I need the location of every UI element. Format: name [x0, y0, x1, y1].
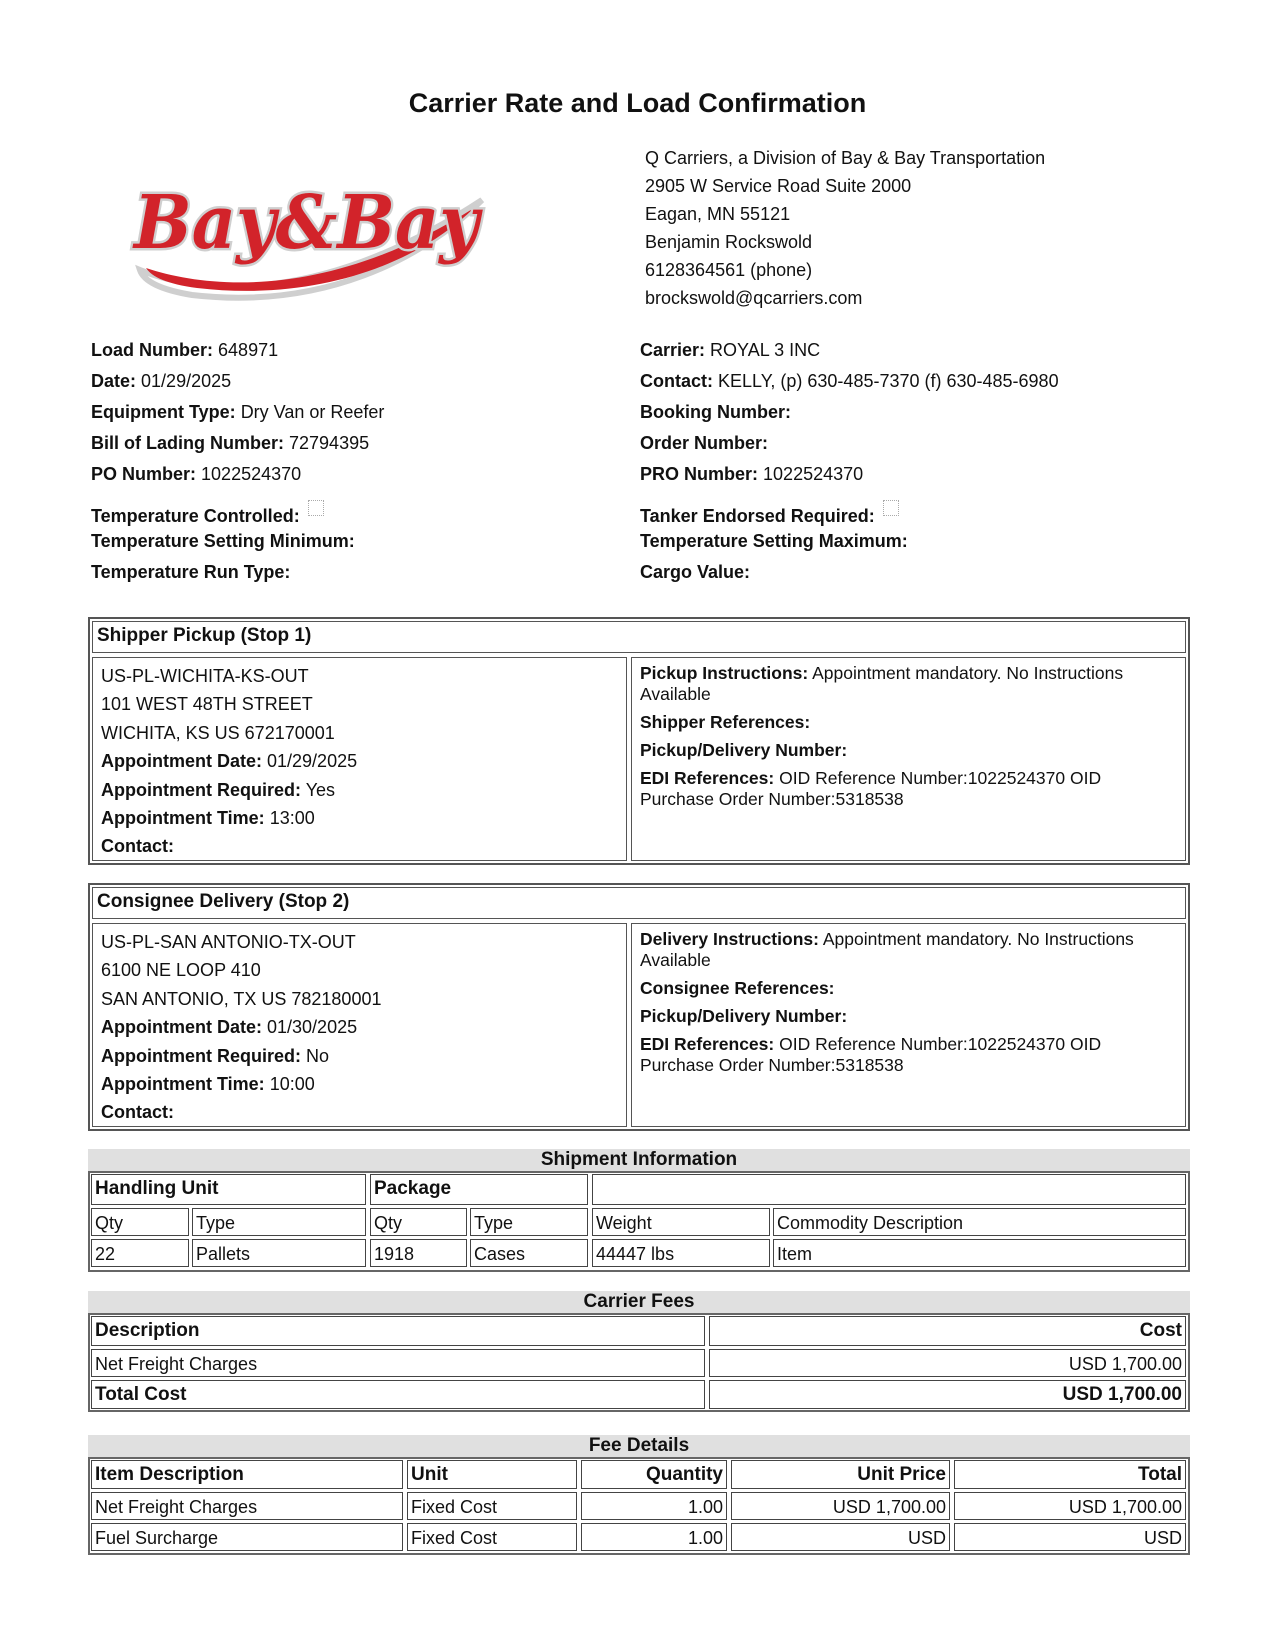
- stop-2-edi-references: EDI References: OID Reference Number:1022524370 OID Purchase Order Number:5318538: [640, 1034, 1102, 1075]
- company-name: Q Carriers, a Division of Bay & Bay Transportation: [645, 148, 1046, 168]
- fd-row1-unit-price: USD 1,700.00: [731, 1492, 950, 1520]
- stop-2-appointment-required: Appointment Required: No: [101, 1045, 330, 1066]
- fd-row2-item: Fuel Surcharge: [91, 1523, 403, 1551]
- bill-of-lading-number: Bill of Lading Number: 72794395: [91, 433, 370, 453]
- consignee-delivery-section: [88, 883, 1190, 1131]
- stop-1-city: WICHITA, KS US 672170001: [101, 722, 335, 743]
- cell-pkg-qty: 1918: [370, 1239, 467, 1267]
- stop-1-contact: Contact:: [101, 836, 174, 857]
- col-pkg-type: Type: [470, 1208, 588, 1236]
- delivery-instructions: Delivery Instructions: Appointment mandatory. No Instructions Available: [640, 929, 1134, 970]
- carrier-fees-title: Carrier Fees: [88, 1291, 1190, 1313]
- fees-col-description: Description: [91, 1316, 705, 1346]
- stop-2-header: Consignee Delivery (Stop 2): [92, 887, 1186, 919]
- stop-1-instructions-cell: [631, 657, 1186, 861]
- fd-row1-quantity: 1.00: [581, 1492, 727, 1520]
- stop-2-appointment-time: Appointment Time: 10:00: [101, 1074, 315, 1095]
- fd-row2-unit: Fixed Cost: [407, 1523, 577, 1551]
- page-title: Carrier Rate and Load Confirmation: [408, 88, 867, 118]
- shipper-references: Shipper References:: [640, 712, 811, 732]
- col-commodity: Commodity Description: [773, 1208, 1186, 1236]
- stop-1-edi-references: EDI References: OID Reference Number:1022524370 OID Purchase Order Number:5318538: [640, 768, 1102, 809]
- pickup-instructions: Pickup Instructions: Appointment mandatory. No Instructions Available: [640, 663, 1124, 704]
- handling-unit-header: Handling Unit: [91, 1174, 366, 1205]
- fd-col-quantity: Quantity: [581, 1460, 727, 1489]
- stop-2-appointment-date: Appointment Date: 01/30/2025: [101, 1017, 358, 1038]
- fee-details-title: Fee Details: [88, 1435, 1190, 1457]
- fd-row1-item: Net Freight Charges: [91, 1492, 403, 1520]
- fd-col-unit-price: Unit Price: [731, 1460, 950, 1489]
- company-email: brockswold@qcarriers.com: [645, 288, 863, 308]
- shipment-information-title: Shipment Information: [88, 1149, 1190, 1171]
- tanker-endorsed-checkbox: [883, 500, 899, 516]
- fees-row-description: Net Freight Charges: [91, 1349, 705, 1377]
- equipment-type: Equipment Type: Dry Van or Reefer: [91, 402, 385, 422]
- total-cost-label: Total Cost: [91, 1380, 705, 1409]
- company-contact-name: Benjamin Rockswold: [645, 232, 813, 252]
- fd-row2-quantity: 1.00: [581, 1523, 727, 1551]
- col-hu-qty: Qty: [91, 1208, 189, 1236]
- stop-2-pickup-delivery-number: Pickup/Delivery Number:: [640, 1006, 848, 1026]
- stop-2-location-name: US-PL-SAN ANTONIO-TX-OUT: [101, 932, 356, 952]
- stop-1-pickup-delivery-number: Pickup/Delivery Number:: [640, 740, 848, 760]
- temperature-maximum: Temperature Setting Maximum:: [640, 531, 908, 551]
- stop-2-instructions-cell: [631, 923, 1186, 1127]
- consignee-references: Consignee References:: [640, 978, 835, 998]
- fd-col-item: Item Description: [91, 1460, 403, 1489]
- stop-1-appointment-time: Appointment Time: 13:00: [101, 808, 315, 829]
- fd-col-total: Total: [954, 1460, 1186, 1489]
- stop-2-city: SAN ANTONIO, TX US 782180001: [101, 988, 382, 1009]
- fd-col-unit: Unit: [407, 1460, 577, 1489]
- fd-row2-unit-price: USD: [731, 1523, 950, 1551]
- pro-number: PRO Number: 1022524370: [640, 464, 864, 484]
- fees-row-cost: USD 1,700.00: [709, 1349, 1186, 1377]
- tanker-endorsed-required: Tanker Endorsed Required:: [640, 500, 899, 527]
- stop-2-street: 6100 NE LOOP 410: [101, 960, 261, 981]
- fd-row2-total: USD: [954, 1523, 1186, 1551]
- total-cost-value: USD 1,700.00: [709, 1380, 1186, 1409]
- package-header: Package: [370, 1174, 588, 1205]
- stop-1-header: Shipper Pickup (Stop 1): [92, 621, 1186, 653]
- carrier-contact: Contact: KELLY, (p) 630-485-7370 (f) 630-485-6980: [640, 371, 1059, 391]
- stop-2-address-cell: [92, 923, 627, 1127]
- shipment-blank-header: [592, 1174, 1186, 1205]
- svg-text:Bay&Bay: Bay&Bay: [132, 180, 484, 266]
- shipper-pickup-section: [88, 617, 1190, 865]
- cell-commodity: Item: [773, 1239, 1186, 1267]
- temperature-minimum: Temperature Setting Minimum:: [91, 531, 355, 551]
- temperature-controlled-checkbox: [308, 500, 324, 516]
- booking-number: Booking Number:: [640, 402, 791, 422]
- bay-and-bay-logo: [122, 160, 500, 318]
- stop-2-contact: Contact:: [101, 1102, 174, 1123]
- stop-1-appointment-date: Appointment Date: 01/29/2025: [101, 751, 358, 772]
- col-weight: Weight: [592, 1208, 770, 1236]
- fd-row1-unit: Fixed Cost: [407, 1492, 577, 1520]
- company-street: 2905 W Service Road Suite 2000: [645, 176, 912, 196]
- po-number: PO Number: 1022524370: [91, 464, 302, 484]
- load-number: Load Number: 648971: [91, 340, 279, 360]
- cell-pkg-type: Cases: [470, 1239, 588, 1267]
- fees-col-cost: Cost: [709, 1316, 1186, 1346]
- carrier: Carrier: ROYAL 3 INC: [640, 340, 821, 360]
- order-number: Order Number:: [640, 433, 769, 453]
- cell-weight: 44447 lbs: [592, 1239, 770, 1267]
- company-phone: 6128364561 (phone): [645, 260, 813, 280]
- cell-hu-qty: 22: [91, 1239, 189, 1267]
- stop-1-location-name: US-PL-WICHITA-KS-OUT: [101, 666, 309, 686]
- cargo-value: Cargo Value:: [640, 562, 751, 582]
- stop-1-street: 101 WEST 48TH STREET: [101, 694, 313, 715]
- load-date: Date: 01/29/2025: [91, 371, 232, 391]
- col-pkg-qty: Qty: [370, 1208, 467, 1236]
- fd-row1-total: USD 1,700.00: [954, 1492, 1186, 1520]
- temperature-controlled: Temperature Controlled:: [91, 500, 324, 527]
- temperature-run-type: Temperature Run Type:: [91, 562, 291, 582]
- company-address-block: [645, 144, 1045, 312]
- col-hu-type: Type: [192, 1208, 366, 1236]
- cell-hu-type: Pallets: [192, 1239, 366, 1267]
- stop-1-address-cell: [92, 657, 627, 861]
- stop-1-appointment-required: Appointment Required: Yes: [101, 779, 336, 800]
- company-city: Eagan, MN 55121: [645, 204, 791, 224]
